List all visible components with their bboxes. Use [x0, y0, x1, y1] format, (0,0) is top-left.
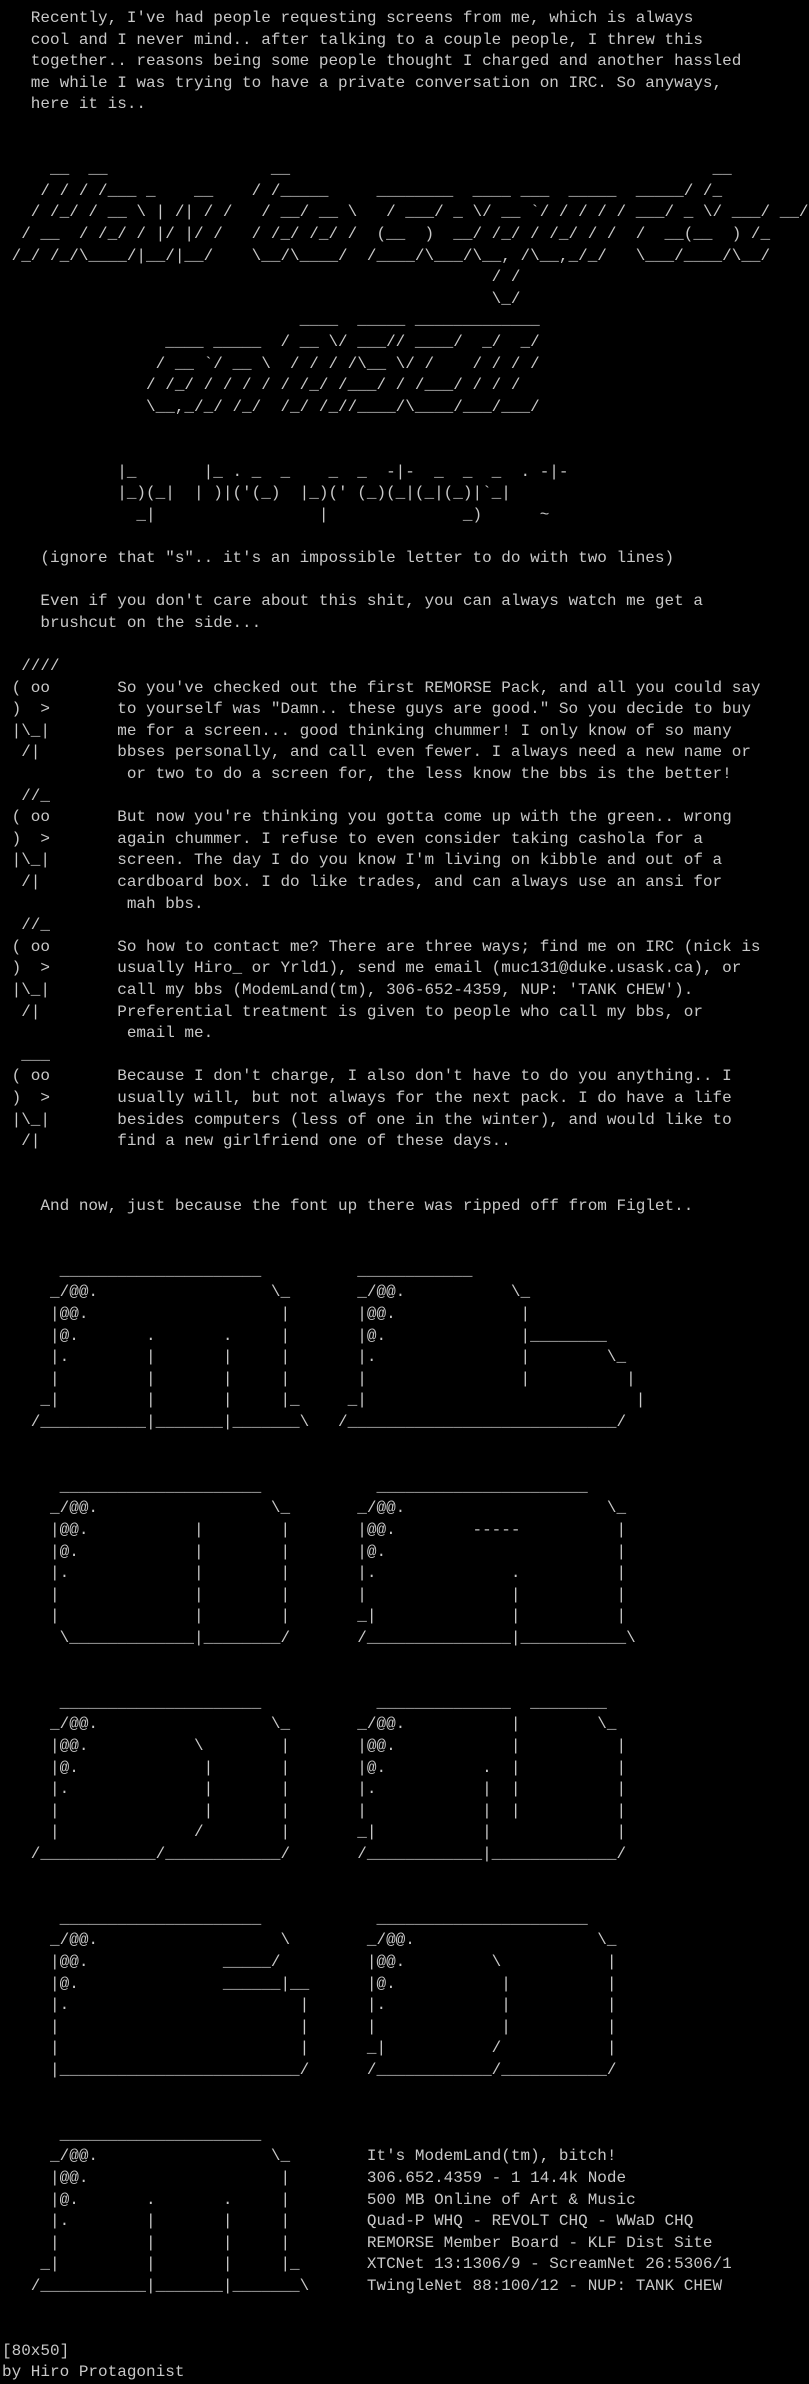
text-line: _____________________ [2, 2125, 262, 2144]
text-line: _/@@. \_ _/@@. \_ [2, 1499, 627, 1518]
text-line: /| Preferential treatment is given to people who call my bbs, or [2, 1002, 703, 1021]
text-line: /____________/____________/ /____________|_____________/ [2, 1845, 627, 1863]
text-line: ) > usually will, but not always for the next pack. I do have a life [2, 1089, 732, 1107]
text-line: | | | _| | | [2, 1607, 627, 1626]
text-line: |\_| call my bbs (ModemLand(tm), 306-652-4359, NUP: 'TANK CHEW'). [2, 981, 694, 999]
text-line: |@@. | 306.652.4359 - 1 14.4k Node [2, 2169, 627, 2187]
text-line: |@. . . | |@. |________ [2, 1326, 607, 1345]
text-line: _____________________ ____________ [2, 1261, 473, 1280]
text-line: | | _| / | [2, 2039, 617, 2058]
text-line: |@. ______|__ |@. | | [2, 1974, 617, 1993]
text-line: _____________________ ______________________ [2, 1477, 588, 1496]
text-line: [80x50] [2, 2341, 70, 2360]
text-line: ___ [2, 1045, 51, 1064]
text-line: ____ _____ _____________ [2, 311, 540, 330]
text-line: Recently, I've had people requesting screens from me, which is always [2, 9, 694, 27]
text-line: / __ `/ __ \ / / / /\__ \/ / / / / / [2, 354, 540, 373]
text-line: |\_| besides computers (less of one in the winter), and would like to [2, 1110, 732, 1129]
text-line: ( oo So you've checked out the first REMORSE Pack, and all you could say [2, 678, 761, 697]
text-line: |@. | | |@. . | | [2, 1758, 627, 1777]
text-line: |_)(_| | )|('(_) |_)(' (_)(_|(_|(_)|`_| [2, 484, 511, 503]
text-line: ( oo So how to contact me? There are three ways; find me on IRC (nick is [2, 937, 761, 956]
text-line: \__,_/_/ /_/ /_/ /_//____/\____/___/___/ [2, 397, 540, 416]
text-line: /| bbses personally, and call even fewer. I always need a new name or [2, 743, 751, 762]
text-line: |_________________________/ /____________/___________/ [2, 2061, 617, 2079]
text-line: /_/ /_/\____/|__/|__/ \__/\____/ /____/\___/\__, /\__,_/_/ \___/____/\__/ [2, 246, 771, 265]
text-line: cool and I never mind.. after talking to a couple people, I threw this [2, 30, 703, 49]
text-line: | | | | | | | [2, 1801, 627, 1820]
text-line: | / | _| | | [2, 1823, 627, 1842]
text-line: ) > again chummer. I refuse to even consider taking cashola for a [2, 829, 703, 848]
text-line: | | | | REMORSE Member Board - KLF Dist Site [2, 2233, 713, 2252]
text-line: together.. reasons being some people thought I charged and another hassled [2, 52, 742, 71]
text-line: ( oo But now you're thinking you gotta come up with the green.. wrong [2, 808, 732, 827]
text-line: | | | | | | | [2, 1369, 636, 1388]
text-line: _____________________ ______________ ________ [2, 1693, 607, 1712]
text-line: |. | | |. . | [2, 1564, 627, 1583]
text-line: _| | | |_ _| | [2, 1391, 646, 1410]
text-line: | | | | | | [2, 1585, 627, 1604]
text-line: me while I was trying to have a private conversation on IRC. So anyways, [2, 73, 723, 92]
text-line: //// [2, 657, 60, 675]
text-line: _/@@. \_ _/@@. | \_ [2, 1715, 617, 1734]
text-line: //_ [2, 786, 51, 805]
text-line: by Hiro Protagonist [2, 2363, 185, 2382]
text-line: _____________________ ______________________ [2, 1909, 588, 1928]
text-line: brushcut on the side... [2, 613, 262, 632]
text-line: _/@@. \_ It's ModemLand(tm), bitch! [2, 2147, 617, 2166]
text-line: / / [2, 268, 521, 287]
text-line: /___________|_______|_______\ /____________________________/ [2, 1413, 627, 1431]
text-line: //_ [2, 916, 51, 935]
text-line: _/@@. \_ _/@@. \_ [2, 1283, 531, 1302]
text-line: / /_/ / __ \ | /| / / / __/ __ \ / ___/ _ \/ __ `/ / / / / ___/ _ \/ ___/ __/ [2, 203, 809, 222]
text-line: |. | | | Quad-P WHQ - REVOLT CHQ - WWaD CHQ [2, 2212, 694, 2231]
text-line: mah bbs. [2, 894, 204, 913]
text-line: _| | | |_ XTCNet 13:1306/9 - ScreamNet 26:5306/1 [2, 2255, 732, 2274]
text-line: |@@. | |@@. | [2, 1305, 531, 1323]
text-line: \_/ [2, 289, 521, 308]
text-line: | | | | | [2, 2017, 617, 2036]
text-line: |@. | | |@. | [2, 1542, 627, 1561]
text-line: /| cardboard box. I do like trades, and can always use an ansi for [2, 873, 723, 891]
text-line: /___________|_______|_______\ TwingleNet 88:100/12 - NUP: TANK CHEW [2, 2277, 723, 2295]
text-line: |@@. _____/ |@@. \ | [2, 1953, 617, 1971]
text-line: / /_/ / / / / / /_/ /___/ / /___/ / / / [2, 376, 521, 395]
text-line: |\_| me for a screen... good thinking chummer! I only know of so many [2, 721, 732, 740]
text-line: |. | | | |. | \_ [2, 1348, 627, 1367]
text-line: here it is.. [2, 95, 147, 114]
text-line: /| find a new girlfriend one of these days.. [2, 1132, 511, 1151]
text-line: |@@. \ | |@@. | | [2, 1737, 627, 1755]
text-line: ) > to yourself was "Damn.. these guys are good." So you decide to buy [2, 700, 751, 719]
text-line: |. | |. | | [2, 1996, 617, 2015]
text-line: Even if you don't care about this shit, you can always watch me get a [2, 592, 703, 611]
text-line: / __ / /_/ / |/ |/ / / /_/ /_/ / (__ ) __/ /_/ / /_/ / / / __(__ ) /_ [2, 225, 771, 243]
text-line: ) > usually Hiro_ or Yrld1), send me email (muc131@duke.usask.ca), or [2, 959, 742, 978]
text-line: email me. [2, 1024, 214, 1043]
text-line: And now, just because the font up there was ripped off from Figlet.. [2, 1197, 694, 1215]
text-line: |_ |_ . _ _ _ _ -|- _ _ _ . -|- [2, 462, 569, 481]
text-line: _/@@. \ _/@@. \_ [2, 1931, 617, 1950]
text-line: \_____________|________/ /_______________|___________\ [2, 1629, 636, 1647]
text-line: ( oo Because I don't charge, I also don't have to do you anything.. I [2, 1067, 732, 1086]
text-line: |\_| screen. The day I do you know I'm living on kibble and out of a [2, 851, 723, 870]
text-line: |. | | |. | | | [2, 1780, 627, 1799]
text-line: ____ _____ / __ \/ ___// ____/ _/ _/ [2, 333, 540, 351]
text-line: _| | _) ~ [2, 505, 550, 524]
text-line: __ __ __ __ [2, 160, 732, 179]
text-line: |@. . . | 500 MB Online of Art & Music [2, 2190, 636, 2209]
text-line: / / / /___ _ __ / /_____ ________ ____ ___ _____ _____/ /_ [2, 181, 723, 200]
text-line: or two to do a screen for, the less know the bbs is the better! [2, 765, 732, 783]
text-line: (ignore that "s".. it's an impossible letter to do with two lines) [2, 549, 675, 567]
text-line: |@@. | | |@@. ----- | [2, 1521, 627, 1539]
